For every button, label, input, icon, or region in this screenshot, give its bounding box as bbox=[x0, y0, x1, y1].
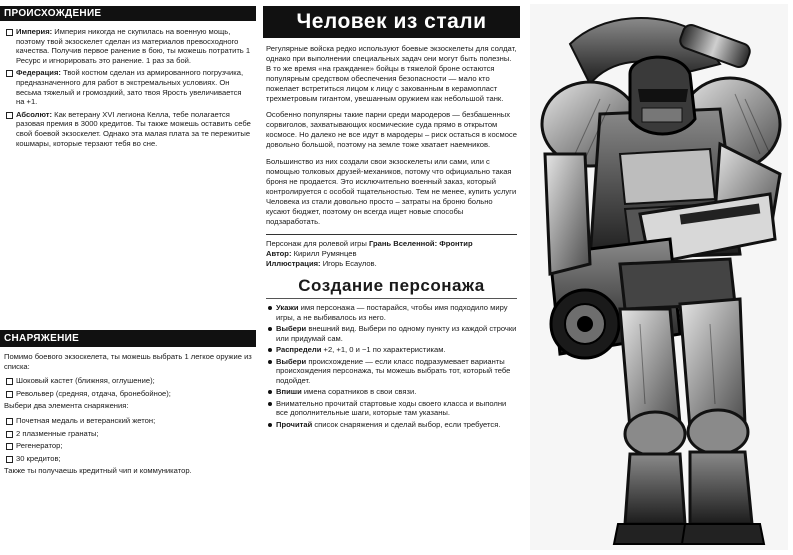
origin-item: Абсолют: Как ветерану XVI легиона Келла, тебе полагается разовая премия в 3000 кредитов. Ты также можешь оставить себе свой боевой экзоскелет. Однако эта малая плата за те пережитые кошмары, которые терзают тебя во сне. bbox=[4, 110, 252, 148]
gear-option: 2 плазменные гранаты; bbox=[4, 429, 252, 439]
checkbox[interactable] bbox=[6, 29, 13, 36]
step-item: Впиши имена соратников в свои связи. bbox=[266, 387, 517, 397]
gear-option: 30 кредитов; bbox=[4, 454, 252, 464]
step-item: Распредели +2, +1, 0 и −1 по характеристикам. bbox=[266, 345, 517, 355]
bullet-icon bbox=[268, 423, 272, 427]
creation-steps bbox=[266, 303, 517, 429]
gear-option: Почетная медаль и ветеранский жетон; bbox=[4, 416, 252, 426]
checkbox[interactable] bbox=[6, 378, 13, 385]
origin-heading: ПРОИСХОЖДЕНИЕ bbox=[0, 6, 256, 21]
bullet-icon bbox=[268, 348, 272, 352]
gear-footer: Также ты получаешь кредитный чип и коммуникатор. bbox=[4, 466, 192, 476]
checkbox[interactable] bbox=[6, 443, 13, 450]
step-item: Внимательно прочитай стартовые ходы своего класса и выполни все дополнительные шаги, которые там указаны. bbox=[266, 399, 517, 418]
checkbox[interactable] bbox=[6, 391, 13, 398]
exosuit-illustration bbox=[530, 4, 788, 550]
step-item: Выбери внешний вид. Выбери по одному пункту из каждой строчки или придумай сам. bbox=[266, 324, 517, 343]
step-item: Прочитай список снаряжения и сделай выбор, если требуется. bbox=[266, 420, 517, 430]
choose-text: Выбери два элемента снаряжения: bbox=[4, 401, 129, 411]
checkbox[interactable] bbox=[6, 456, 13, 463]
paragraph: Регулярные войска редко используют боевые экзоскелеты для солдат, однако при выполнении специальных задач они могут быть полезны. В то же время «на гражданке» бойцы в тяжелой броне остаются популярным средством обеспечения безопасности — мало кто пожелает встретиться лицом к лицу с закованным в керамопласт трехметровым гигантом, увешанным оружием как небольшой танк. bbox=[266, 44, 517, 103]
divider bbox=[266, 234, 517, 235]
gear-section bbox=[0, 330, 256, 476]
checkbox[interactable] bbox=[6, 70, 13, 77]
armored-soldier-image bbox=[530, 4, 788, 550]
gear-heading: СНАРЯЖЕНИЕ bbox=[0, 330, 256, 347]
origin-list bbox=[0, 21, 256, 148]
middle-column bbox=[263, 0, 520, 554]
weapon-option: Револьвер (средняя, отдача, бронебойное); bbox=[4, 389, 252, 399]
origin-item: Империя: Империя никогда не скупилась на военную мощь, поэтому твой экзоскелет сделан из материалов превосходного качества. Получив первое ранение в бою, ты можешь потратить 1 Ресурс и игнорировать это ранение. 1 раз за бой. bbox=[4, 27, 252, 65]
paragraph: Большинство из них создали свои экзоскелеты или сами, или с помощью толковых друзей-механиков, потому что официально такая броня не продается. Это исключительно военный заказ, который контролируется с особой тщательностью. Тем не менее, купить услуги Человека из стали довольно просто – затраты на броню больно кусают бюджет, поэтому он всегда ищет новые способы подзаработать. bbox=[266, 157, 517, 226]
creation-title: Создание персонажа bbox=[266, 276, 517, 299]
bullet-icon bbox=[268, 327, 272, 331]
page-title: Человек из стали bbox=[263, 6, 520, 38]
checkbox[interactable] bbox=[6, 112, 13, 119]
credit-author: Автор: Кирилл Румянцев bbox=[266, 249, 357, 259]
credit-illustrator: Иллюстрация: Игорь Есаулов. bbox=[266, 259, 377, 269]
checkbox[interactable] bbox=[6, 431, 13, 438]
bullet-icon bbox=[268, 306, 272, 310]
left-column bbox=[0, 0, 256, 554]
gear-intro: Помимо боевого экзоскелета, ты можешь выбрать 1 легкое оружие из списка: bbox=[4, 352, 252, 371]
bullet-icon bbox=[268, 390, 272, 394]
origin-item: Федерация: Твой костюм сделан из армированного погрузчика, предназначенного для работ в экстремальных условиях. Он весьма тяжелый и громоздкий, зато твоя Ярость увеличивается на +1. bbox=[4, 68, 252, 106]
bullet-icon bbox=[268, 360, 272, 364]
checkbox[interactable] bbox=[6, 418, 13, 425]
step-item: Выбери происхождение — если класс подразумевает варианты происхождения персонажа, ты можешь выбрать тот, который тебе подойдет. bbox=[266, 357, 517, 386]
paragraph: Особенно популярны такие парни среди мародеров — безбашенных сорвиголов, захватывающих космические суда прямо в открытом космосе. Но далеко не все идут в мародеры – риск остаться в космосе довольно большой, поэтому на земле тоже хватает наемников. bbox=[266, 110, 517, 150]
gear-option: Регенератор; bbox=[4, 441, 252, 451]
weapon-option: Шоковый кастет (ближняя, оглушение); bbox=[4, 376, 252, 386]
bullet-icon bbox=[268, 402, 272, 406]
credit-game: Персонаж для ролевой игры Грань Вселенной: Фронтир bbox=[266, 239, 473, 249]
step-item: Укажи имя персонажа — постарайся, чтобы имя подходило миру игры, а не выбивалось из него. bbox=[266, 303, 517, 322]
